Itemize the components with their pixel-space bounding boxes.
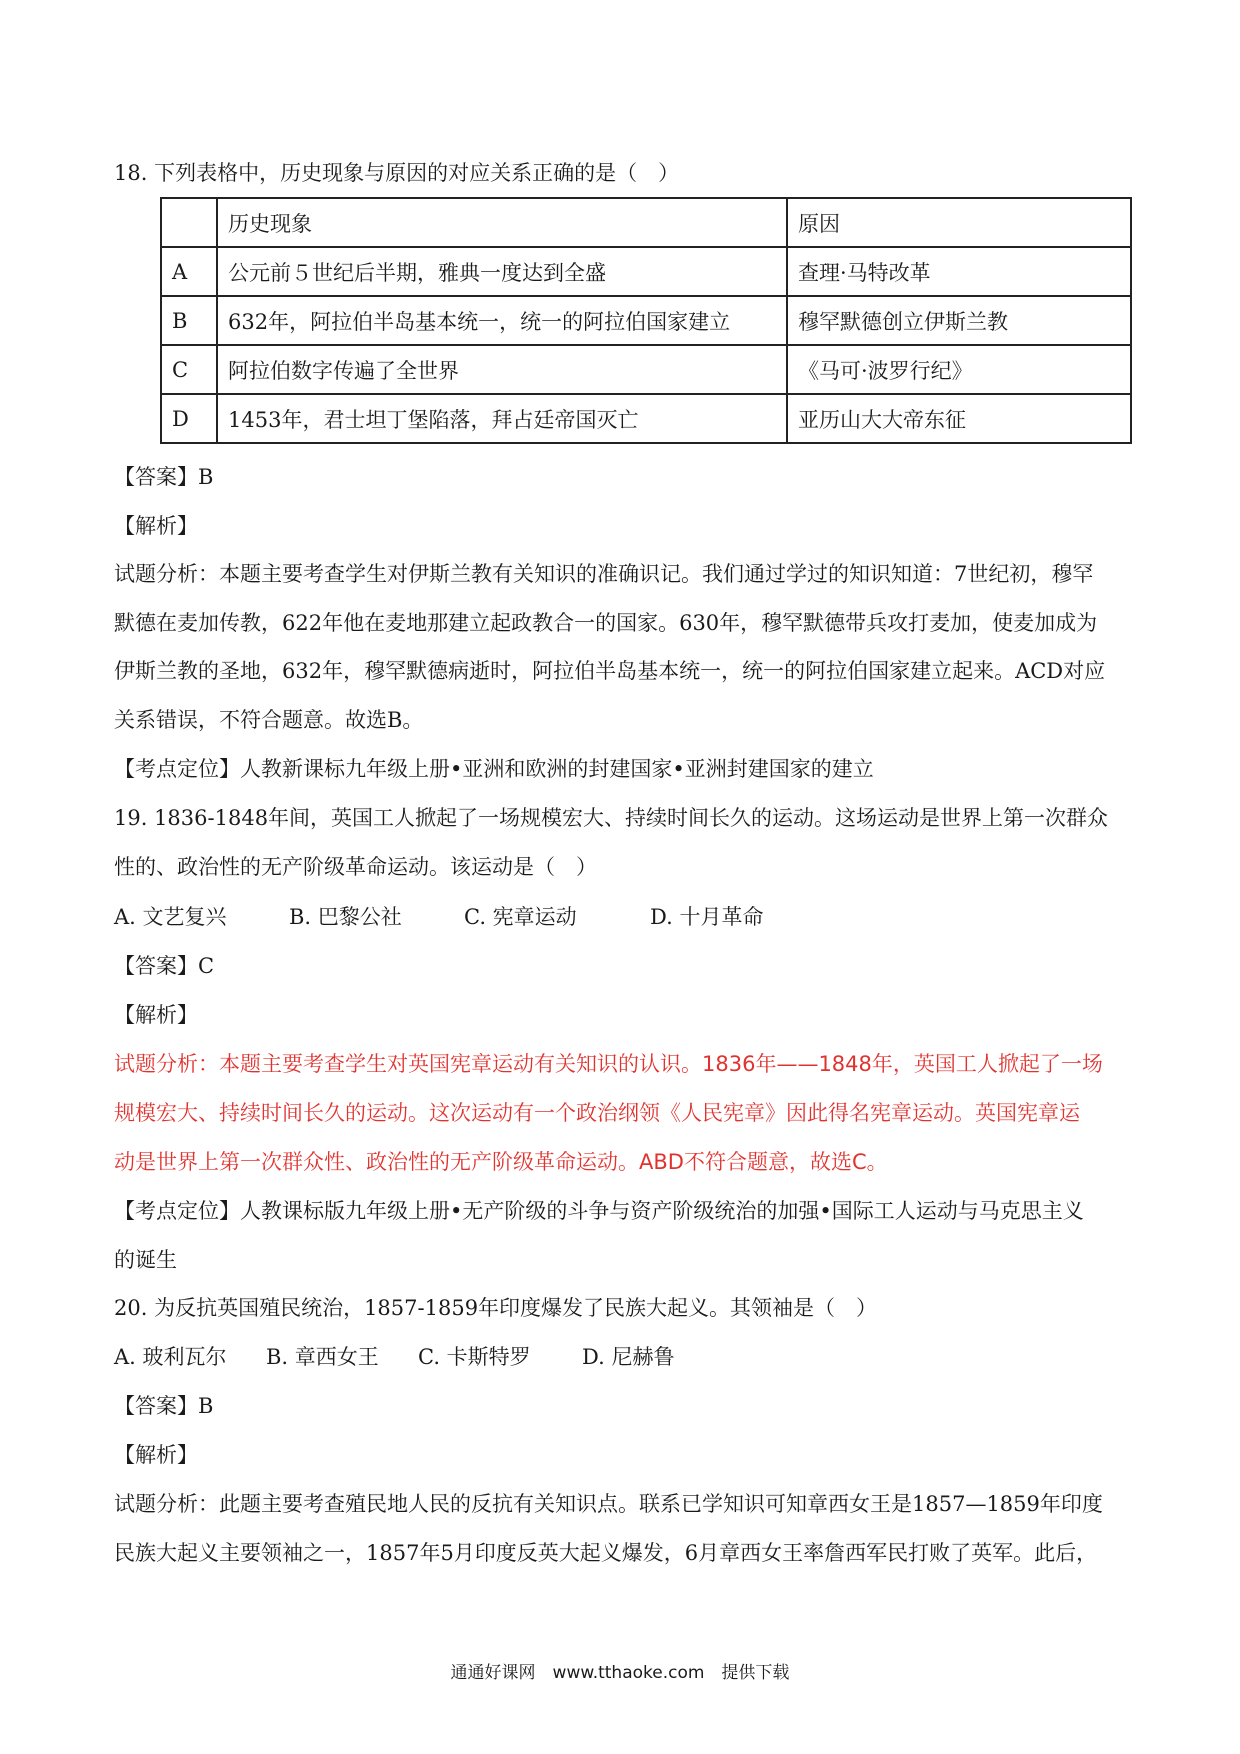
cause-cell: 《马可·波罗行纪》 — [787, 345, 1131, 394]
cause-cell: 亚历山大大帝东征 — [787, 394, 1131, 443]
option-d: D. 十月革命 — [650, 905, 764, 929]
q19-analysis-line: 动是世界上第一次群众性、政治性的无产阶级革命运动。ABD不符合题意，故选C。 — [114, 1150, 888, 1174]
table-header-cell — [161, 198, 217, 247]
q18-kaodian: 【考点定位】人教新课标九年级上册•亚洲和欧洲的封建国家•亚洲封建国家的建立 — [114, 757, 874, 781]
row-label: A — [161, 247, 217, 296]
option-a: A. 文艺复兴 — [114, 905, 227, 929]
q19-kaodian-line: 【考点定位】人教课标版九年级上册•无产阶级的斗争与资产阶级统治的加强•国际工人运动与马克思主义 — [114, 1199, 1084, 1223]
option-c: C. 卡斯特罗 — [418, 1345, 531, 1369]
q19-analysis-title: 【解析】 — [114, 1003, 198, 1027]
option-b: B. 巴黎公社 — [289, 905, 402, 929]
table-header-row — [161, 198, 1131, 247]
page-footer: 通通好课网 www.tthaoke.com 提供下载 — [450, 1663, 790, 1683]
q20-stem: 20. 为反抗英国殖民统治，1857-1859年印度爆发了民族大起义。其领袖是（ ） — [114, 1296, 878, 1320]
q18-analysis-line: 关系错误，不符合题意。故选B。 — [114, 708, 424, 732]
row-label: B — [161, 296, 217, 345]
q20-analysis-line: 试题分析：此题主要考查殖民地人民的反抗有关知识点。联系已学知识可知章西女王是1857—1859年印度 — [114, 1492, 1103, 1516]
q19-analysis-line: 试题分析：本题主要考查学生对英国宪章运动有关知识的认识。1836年——1848年，英国工人掀起了一场 — [114, 1052, 1103, 1076]
q19-analysis-line: 规模宏大、持续时间长久的运动。这次运动有一个政治纲领《人民宪章》因此得名宪章运动。英国宪章运 — [114, 1101, 1080, 1125]
q19-kaodian-line: 的诞生 — [114, 1248, 177, 1272]
q18-analysis-line: 默德在麦加传教，622年他在麦地那建立起政教合一的国家。630年，穆罕默德带兵攻打麦加，使麦加成为 — [114, 611, 1098, 635]
table-row — [161, 394, 1131, 443]
q18-stem: 18. 下列表格中，历史现象与原因的对应关系正确的是（ ） — [114, 161, 680, 185]
table-header-cell: 历史现象 — [217, 198, 787, 247]
q18-analysis-line: 试题分析：本题主要考查学生对伊斯兰教有关知识的准确识记。我们通过学过的知识知道：7世纪初，穆罕 — [114, 562, 1094, 586]
table-row — [161, 247, 1131, 296]
option-c: C. 宪章运动 — [464, 905, 577, 929]
q20-options — [114, 1342, 1134, 1372]
phenomenon-cell: 632年，阿拉伯半岛基本统一，统一的阿拉伯国家建立 — [217, 296, 787, 345]
q18-analysis-title: 【解析】 — [114, 514, 198, 538]
q19-stem-line: 19. 1836-1848年间，英国工人掀起了一场规模宏大、持续时间长久的运动。这场运动是世界上第一次群众 — [114, 806, 1109, 830]
q19-answer: 【答案】C — [114, 954, 215, 978]
q19-options — [114, 902, 1134, 932]
q18-answer: 【答案】B — [114, 465, 214, 489]
option-d: D. 尼赫鲁 — [582, 1345, 675, 1369]
q18-table — [160, 197, 1132, 444]
q20-analysis-title: 【解析】 — [114, 1443, 198, 1467]
q18-analysis-line: 伊斯兰教的圣地，632年，穆罕默德病逝时，阿拉伯半岛基本统一，统一的阿拉伯国家建立起来。ACD对应 — [114, 659, 1106, 683]
phenomenon-cell: 公元前５世纪后半期，雅典一度达到全盛 — [217, 247, 787, 296]
row-label: C — [161, 345, 217, 394]
option-b: B. 章西女王 — [266, 1345, 379, 1369]
q20-answer: 【答案】B — [114, 1394, 214, 1418]
phenomenon-cell: 阿拉伯数字传遍了全世界 — [217, 345, 787, 394]
q19-stem-line: 性的、政治性的无产阶级革命运动。该运动是（ ） — [114, 855, 597, 879]
table-row — [161, 296, 1131, 345]
q20-analysis-line: 民族大起义主要领袖之一，1857年5月印度反英大起义爆发，6月章西女王率詹西军民打败了英军。此后， — [114, 1541, 1098, 1565]
cause-cell: 穆罕默德创立伊斯兰教 — [787, 296, 1131, 345]
table-header-cell: 原因 — [787, 198, 1131, 247]
row-label: D — [161, 394, 217, 443]
phenomenon-cell: 1453年，君士坦丁堡陷落，拜占廷帝国灭亡 — [217, 394, 787, 443]
cause-cell: 查理·马特改革 — [787, 247, 1131, 296]
option-a: A. 玻利瓦尔 — [114, 1345, 227, 1369]
table-row — [161, 345, 1131, 394]
